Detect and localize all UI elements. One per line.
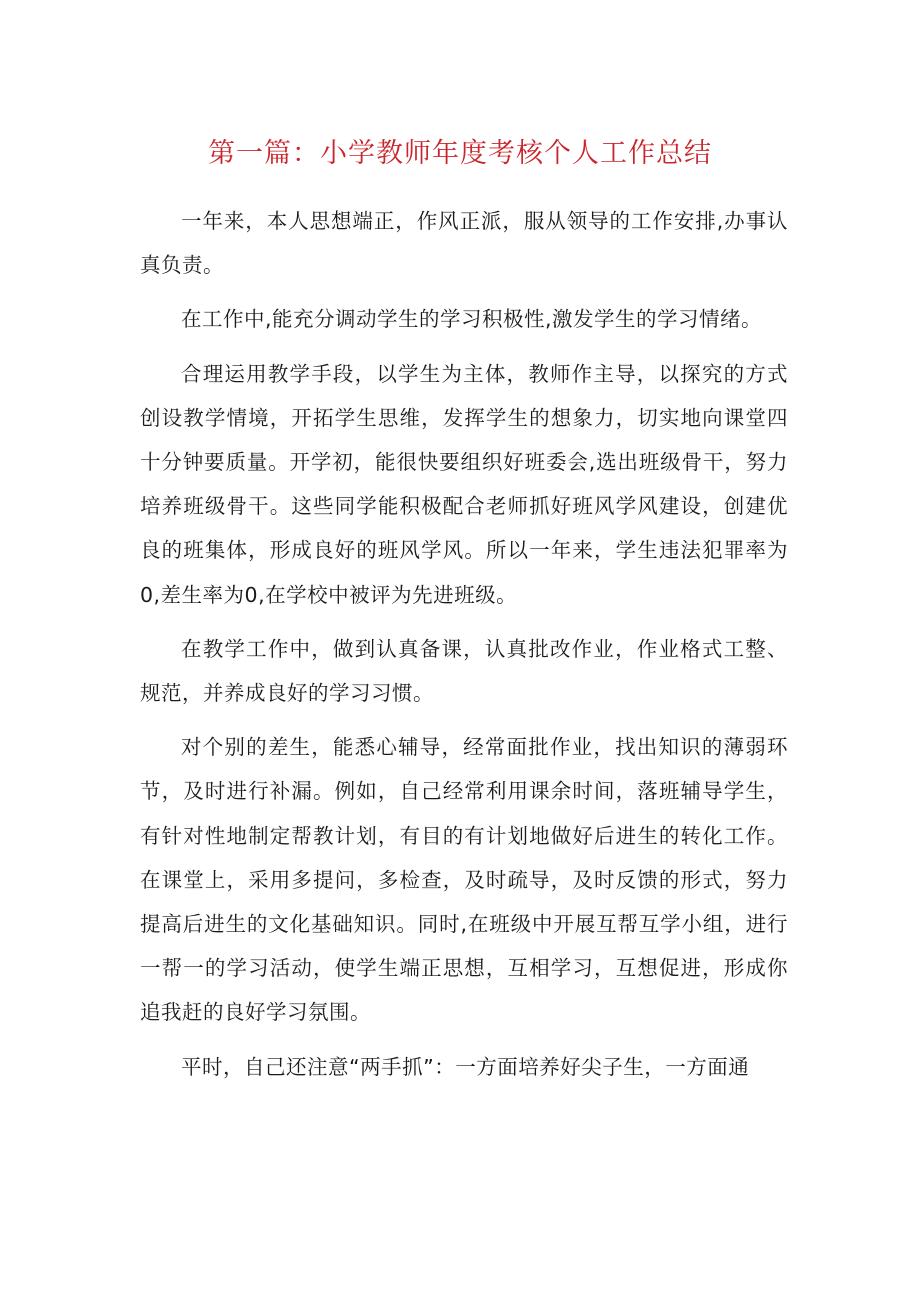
paragraph-1: 一年来，本人思想端正，作风正派，服从领导的工作安排,办事认真负责。 [140, 209, 788, 278]
document-title: 第一篇：小学教师年度考核个人工作总结 [208, 138, 712, 169]
paragraph-5: 对个别的差生，能悉心辅导，经常面批作业，找出知识的薄弱环节，及时进行补漏。例如，自己经常利用课余时间，落班辅导学生，有针对性地制定帮教计划，有目的有计划地做好后进生的转化工作。在课堂上，采用多提问，多检查，及时疏导，及时反馈的形式，努力提高后进生的文化基础知识。同时,在班级中开展互帮互学小组，进行一帮一的学习活动，使学生端正思想，互相学习，互想促进，形成你追我赶的良好学习氛围。 [140, 735, 788, 1025]
paragraph-3: 合理运用教学手段，以学生为主体，教师作主导，以探究的方式创设教学情境，开拓学生思维，发挥学生的想象力，切实地向课堂四十分钟要质量。开学初，能很快要组织好班委会,选出班级骨干，努力培养班级骨干。这些同学能积极配合老师抓好班风学风建设，创建优良的班集体，形成良好的班风学风。所以一年来，学生违法犯罪率为0,差生率为0,在学校中被评为先进班级。 [140, 361, 788, 607]
paragraph-6: 平时，自己还注意“两手抓”：一方面培养好尖子生，一方面通 [181, 1054, 750, 1079]
paragraph-4: 在教学工作中，做到认真备课，认真批改作业，作业格式工整、规范，并养成良好的学习习惯。 [140, 636, 788, 706]
document-body [140, 199, 788, 1099]
paragraph-2: 在工作中,能充分调动学生的学习积极性,激发学生的学习情绪。 [181, 307, 763, 332]
